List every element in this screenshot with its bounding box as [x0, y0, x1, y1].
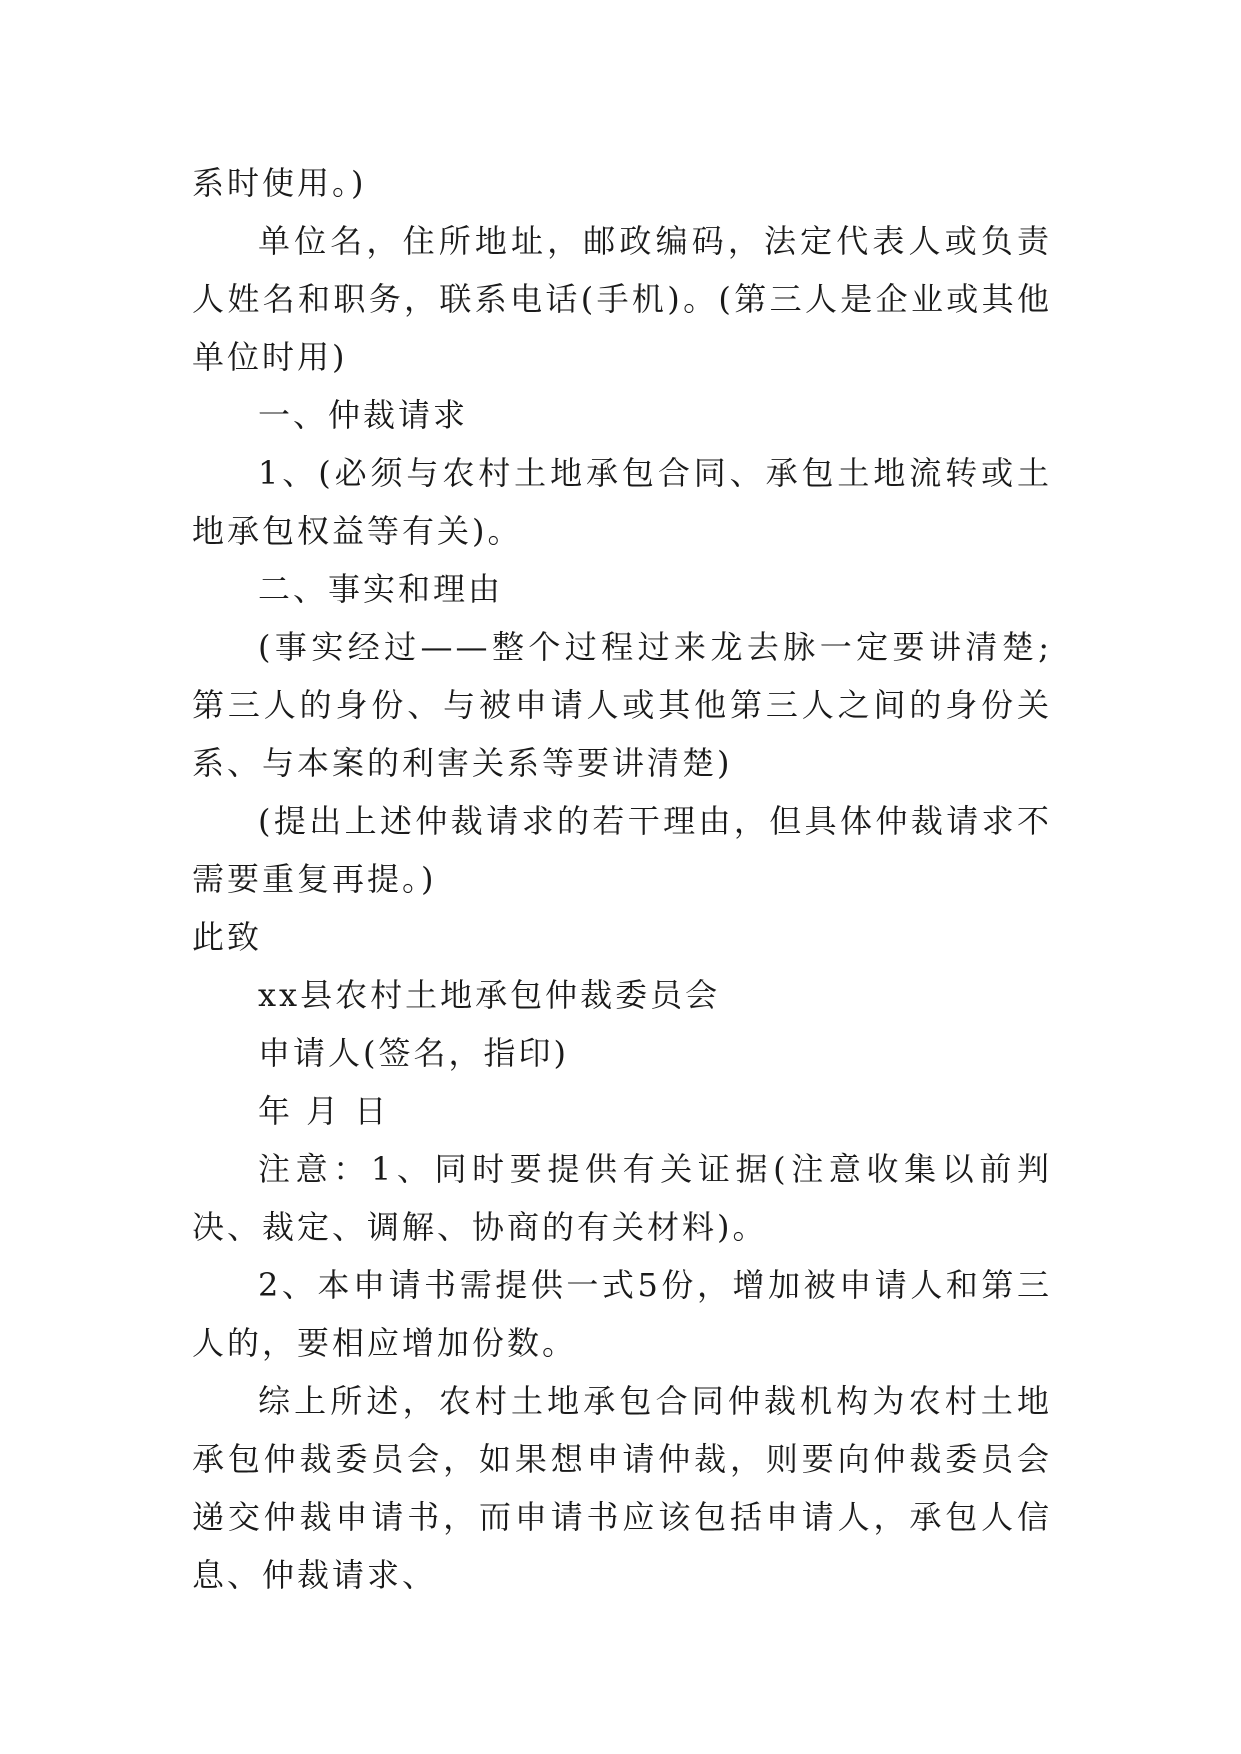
note-item-2: 2、本申请书需提供一式5份，增加被申请人和第三人的，要相应增加份数。	[192, 1266, 1052, 1362]
paragraph-reasons: (提出上述仲裁请求的若干理由，但具体仲裁请求不需要重复再提。)	[192, 802, 1052, 898]
paragraph-request-item-1: 1、(必须与农村土地承包合同、承包土地流转或土地承包权益等有关)。	[192, 454, 1052, 550]
salutation: 此致	[192, 918, 263, 956]
heading-arbitration-request: 一、仲裁请求	[258, 396, 469, 434]
note-item-1: 注意：1、同时要提供有关证据(注意收集以前判决、裁定、调解、协商的有关材料)。	[192, 1150, 1052, 1246]
recipient-committee: xx县农村土地承包仲裁委员会	[258, 976, 721, 1014]
paragraph-facts: (事实经过——整个过程过来龙去脉一定要讲清楚;第三人的身份、与被申请人或其他第三人之间的身份关系、与本案的利害关系等要讲清楚)	[192, 628, 1052, 782]
applicant-signature-line: 申请人(签名，指印)	[258, 1034, 569, 1072]
paragraph-continuation: 系时使用。)	[192, 164, 367, 202]
date-line: 年 月 日	[258, 1092, 390, 1130]
paragraph-third-party-unit-info: 单位名，住所地址，邮政编码，法定代表人或负责人姓名和职务，联系电话(手机)。(第三人是企业或其他单位时用)	[192, 222, 1052, 376]
paragraph-summary: 综上所述，农村土地承包合同仲裁机构为农村土地承包仲裁委员会，如果想申请仲裁，则要向仲裁委员会递交仲裁申请书，而申请书应该包括申请人，承包人信息、仲裁请求、	[192, 1382, 1052, 1594]
document-body	[192, 154, 1052, 1604]
heading-facts-and-reasons: 二、事实和理由	[258, 570, 504, 608]
